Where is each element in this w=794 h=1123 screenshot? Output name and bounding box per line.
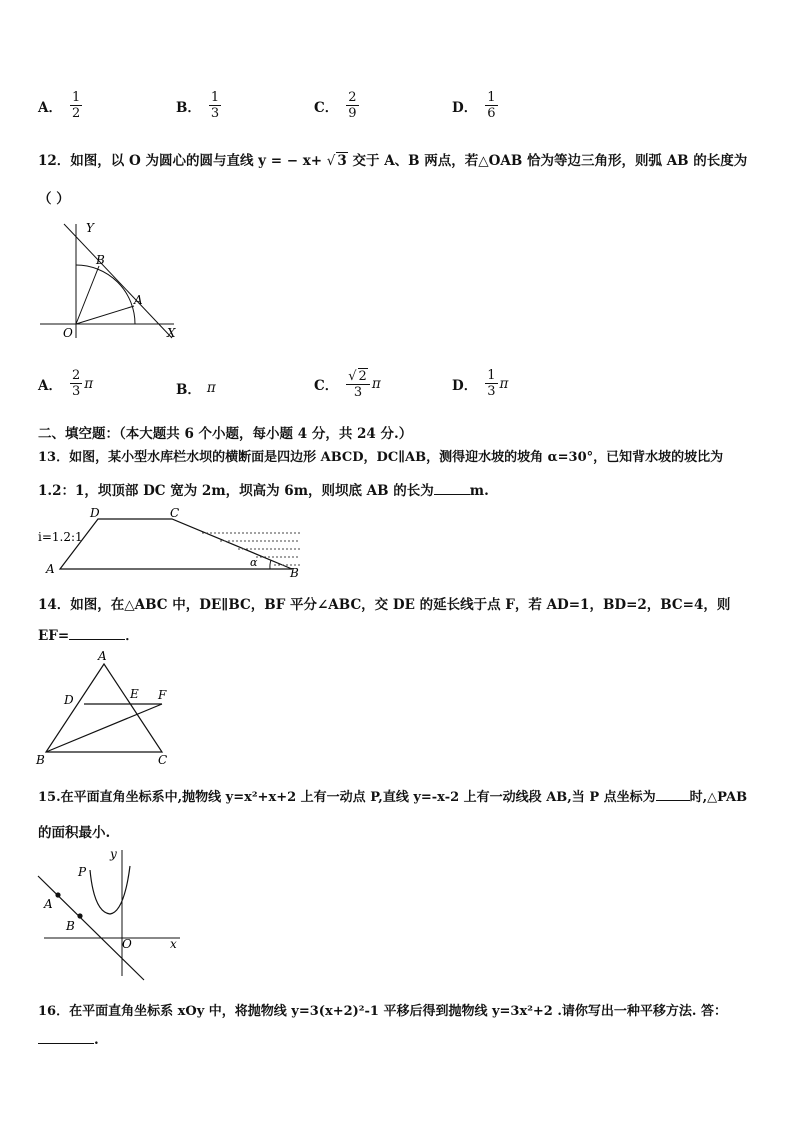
q16-line2: . [38, 1032, 99, 1048]
q12-answer-paren: （ ） [38, 191, 70, 207]
q15-line2: 的面积最小. [38, 825, 111, 841]
q15-answer-blank [656, 800, 690, 801]
q13-figure [34, 503, 314, 579]
triangle-abc [46, 664, 162, 752]
q11-option-b: B． $\frac{1}{3}$ [176, 90, 220, 121]
label-a: A [44, 897, 53, 911]
q14-line2: EF= ． [38, 628, 139, 644]
alpha-arc [270, 560, 271, 569]
label-o: O [122, 937, 132, 951]
label-d: D [90, 506, 100, 520]
line-y-neg-x [64, 224, 172, 338]
label-f: F [158, 688, 167, 702]
q12-option-a: A． $\frac{2}{3}$ π [38, 368, 94, 399]
line-y-neg-x-2 [38, 876, 144, 980]
q16-answer-blank [38, 1043, 94, 1044]
segment-bf [46, 704, 162, 752]
q13-line1: 13．如图，某小型水库栏水坝的横断面是四边形 ABCD，DC∥AB，测得迎水坡的坡角 α=30°，已知背水坡的坡比为 [38, 450, 724, 465]
label-b: B [36, 753, 45, 766]
q11-option-c: C． $\frac{2}{9}$ [314, 90, 357, 121]
label-a: A [134, 293, 143, 307]
parabola [90, 866, 130, 914]
segment-ob [76, 266, 99, 324]
label-b: B [66, 919, 75, 933]
q11-option-a: A． $\frac{1}{2}$ [38, 90, 81, 121]
label-y: Y [86, 221, 94, 235]
label-b: B [96, 253, 105, 267]
section-heading: 二、填空题：（本大题共 6 个小题，每小题 4 分，共 24 分.） [38, 426, 413, 442]
q16-line1: 16．在平面直角坐标系 xOy 中，将抛物线 y=3(x+2)²-1 平移后得到抛物线 y=3x²+2 .请你写出一种平移方法. 答： [38, 1004, 727, 1019]
segment-oa [76, 306, 134, 324]
label-a: A [98, 649, 107, 663]
q12-stem: 12．如图，以 O 为圆心的圆与直线 y = − x+ √ 3 交于 A、B 两点，若△OAB 恰为等边三角形，则弧 AB 的长度为 [38, 153, 748, 169]
q12-figure [36, 218, 186, 344]
label-a: A [46, 562, 55, 576]
q14-figure [34, 648, 184, 766]
q13-line2: 1.2：1，坝顶部 DC 宽为 2m，坝高为 6m，则坝底 AB 的长为 m. [38, 483, 489, 499]
label-alpha: α [250, 556, 258, 569]
label-p: P [78, 865, 87, 879]
label-c: C [158, 753, 168, 766]
q12-option-d: D． $\frac{1}{3}$ π [452, 368, 509, 399]
label-ratio: i=1.2:1 [38, 530, 83, 544]
label-x: X [167, 326, 176, 340]
q12-option-c: C． $\frac{√ 2}{3}$ π [314, 369, 381, 400]
q14-line1: 14．如图，在△ABC 中，DE∥BC，BF 平分∠ABC，交 DE 的延长线于点 F，若 AD=1，BD=2，BC=4，则 [38, 597, 731, 613]
label-x: x [170, 937, 177, 951]
q15-figure [34, 846, 184, 982]
label-d: D [64, 693, 74, 707]
label-c: C [170, 506, 180, 520]
q14-answer-blank [69, 639, 125, 640]
label-e: E [130, 687, 139, 701]
q12-option-b: B． π [176, 380, 216, 398]
point-b [77, 913, 82, 918]
label-b: B [290, 566, 299, 579]
q15-line1: 15.在平面直角坐标系中,抛物线 y=x²+x+2 上有一动点 P,直线 y=-x-2 上有一动线段 AB,当 P 点坐标为 时,△PAB [38, 790, 748, 805]
q11-option-d: D． $\frac{1}{6}$ [452, 90, 496, 121]
label-o: O [63, 326, 73, 340]
label-y: y [110, 847, 117, 861]
q13-answer-blank [434, 494, 470, 495]
point-a [55, 892, 60, 897]
